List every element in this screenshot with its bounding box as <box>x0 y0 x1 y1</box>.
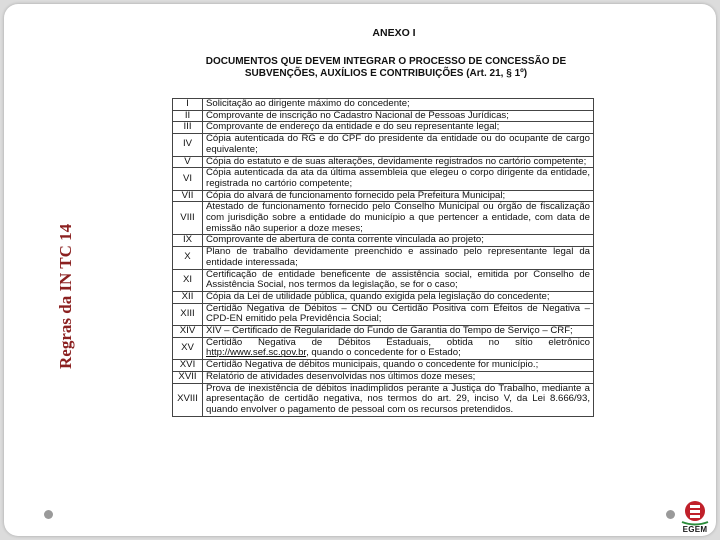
table-row <box>173 110 594 122</box>
table-row <box>173 291 594 303</box>
slide-title: Regras da IN TC 14 <box>56 223 75 369</box>
item-number: VI <box>173 168 203 190</box>
item-number: I <box>173 99 203 111</box>
item-text: Cópia autenticada do RG e do CPF do presidente da entidade ou do ocupante de cargo equivalente; <box>203 134 594 156</box>
table-row <box>173 269 594 291</box>
item-number: X <box>173 247 203 269</box>
item-text: Atestado de funcionamento fornecido pelo Conselho Municipal ou órgão de fiscalização com jurisdição sobre a entidade do município a que pertencer a entidade, com data de emissão não superior a doze meses; <box>203 202 594 235</box>
item-text: Comprovante de inscrição no Cadastro Nacional de Pessoas Jurídicas; <box>203 110 594 122</box>
item-number: VII <box>173 190 203 202</box>
item-text-end: , quando o concedente for o Estado; <box>306 347 461 359</box>
item-text: Certificação de entidade beneficente de assistência social, emitida por Conselho de Assistência Social, nos termos da legislação, se for o caso; <box>203 269 594 291</box>
item-text: Plano de trabalho devidamente preenchido e assinado pelo representante legal da entidade interessada; <box>203 247 594 269</box>
table-row <box>173 371 594 383</box>
heading-line-2: SUBVENÇÕES, AUXÍLIOS E CONTRIBUIÇÕES (Art. 21, § 1º) <box>244 68 528 79</box>
item-number: XI <box>173 269 203 291</box>
egem-logo <box>678 498 712 536</box>
item-number: XIII <box>173 303 203 325</box>
item-number: XVIII <box>173 383 203 416</box>
item-number: XV <box>173 337 203 359</box>
egem-logo-text: EGEM <box>682 525 708 534</box>
table-row <box>173 134 594 156</box>
item-text: Prova de inexistência de débitos inadimplidos perante a Justiça do Trabalho, mediante a apresentação de certidão negativa, nos termos do art. 29, inciso V, da Lei 8.666/93, quando envolver o pagamento de pessoal com os recursos pretendidos. <box>203 383 594 416</box>
documents-table <box>172 98 594 417</box>
bullet-dot-right <box>666 510 675 519</box>
item-number: V <box>173 156 203 168</box>
item-number: II <box>173 110 203 122</box>
item-text: Comprovante de abertura de conta corrente vinculada ao projeto; <box>203 235 594 247</box>
table-row <box>173 168 594 190</box>
table-row <box>173 337 594 359</box>
item-text: Cópia da Lei de utilidade pública, quando exigida pela legislação do concedente; <box>203 291 594 303</box>
document-heading <box>164 56 604 80</box>
item-text: Cópia do alvará de funcionamento fornecido pela Prefeitura Municipal; <box>203 190 594 202</box>
sef-link[interactable]: http://www.sef.sc.gov.br <box>206 347 307 359</box>
item-number: XVII <box>173 371 203 383</box>
slide <box>4 4 716 536</box>
item-number: XIV <box>173 326 203 338</box>
item-number: IV <box>173 134 203 156</box>
table-row <box>173 156 594 168</box>
table-row <box>173 190 594 202</box>
item-number: XVI <box>173 360 203 372</box>
item-text: Cópia autenticada da ata da última assembleia que elegeu o corpo dirigente da entidade, registrada no cartório competente; <box>203 168 594 190</box>
table-row <box>173 99 594 111</box>
table-row <box>173 247 594 269</box>
table-row <box>173 326 594 338</box>
heading-line-1: DOCUMENTOS QUE DEVEM INTEGRAR O PROCESSO DE CONCESSÃO DE <box>205 56 567 67</box>
table-row <box>173 202 594 235</box>
table-row <box>173 303 594 325</box>
table-row <box>173 122 594 134</box>
item-text: XIV – Certificado de Regularidade do Fundo de Garantia do Tempo de Serviço – CRF; <box>203 326 594 338</box>
item-text: Cópia do estatuto e de suas alterações, devidamente registrados no cartório competente; <box>203 156 594 168</box>
bullet-dot-left <box>44 510 53 519</box>
item-number: XII <box>173 291 203 303</box>
table-row <box>173 383 594 416</box>
item-text: Relatório de atividades desenvolvidas nos últimos doze meses; <box>203 371 594 383</box>
item-text <box>203 337 594 359</box>
item-number: III <box>173 122 203 134</box>
item-text-start: Certidão Negativa de Débitos Estaduais, obtida no sítio eletrônico <box>206 336 590 348</box>
scanned-document <box>164 26 604 538</box>
item-text: Certidão Negativa de Débitos – CND ou Certidão Positiva com Efeitos de Negativa – CPD-EN emitido pela Previdência Social; <box>203 303 594 325</box>
table-row <box>173 235 594 247</box>
item-number: IX <box>173 235 203 247</box>
item-text: Comprovante de endereço da entidade e do seu representante legal; <box>203 122 594 134</box>
egem-emblem-icon <box>678 498 712 526</box>
annex-label: ANEXO I <box>372 27 416 39</box>
item-text: Certidão Negativa de débitos municipais, quando o concedente for município.; <box>203 360 594 372</box>
item-text: Solicitação ao dirigente máximo do concedente; <box>203 99 594 111</box>
item-number: VIII <box>173 202 203 235</box>
table-row <box>173 360 594 372</box>
